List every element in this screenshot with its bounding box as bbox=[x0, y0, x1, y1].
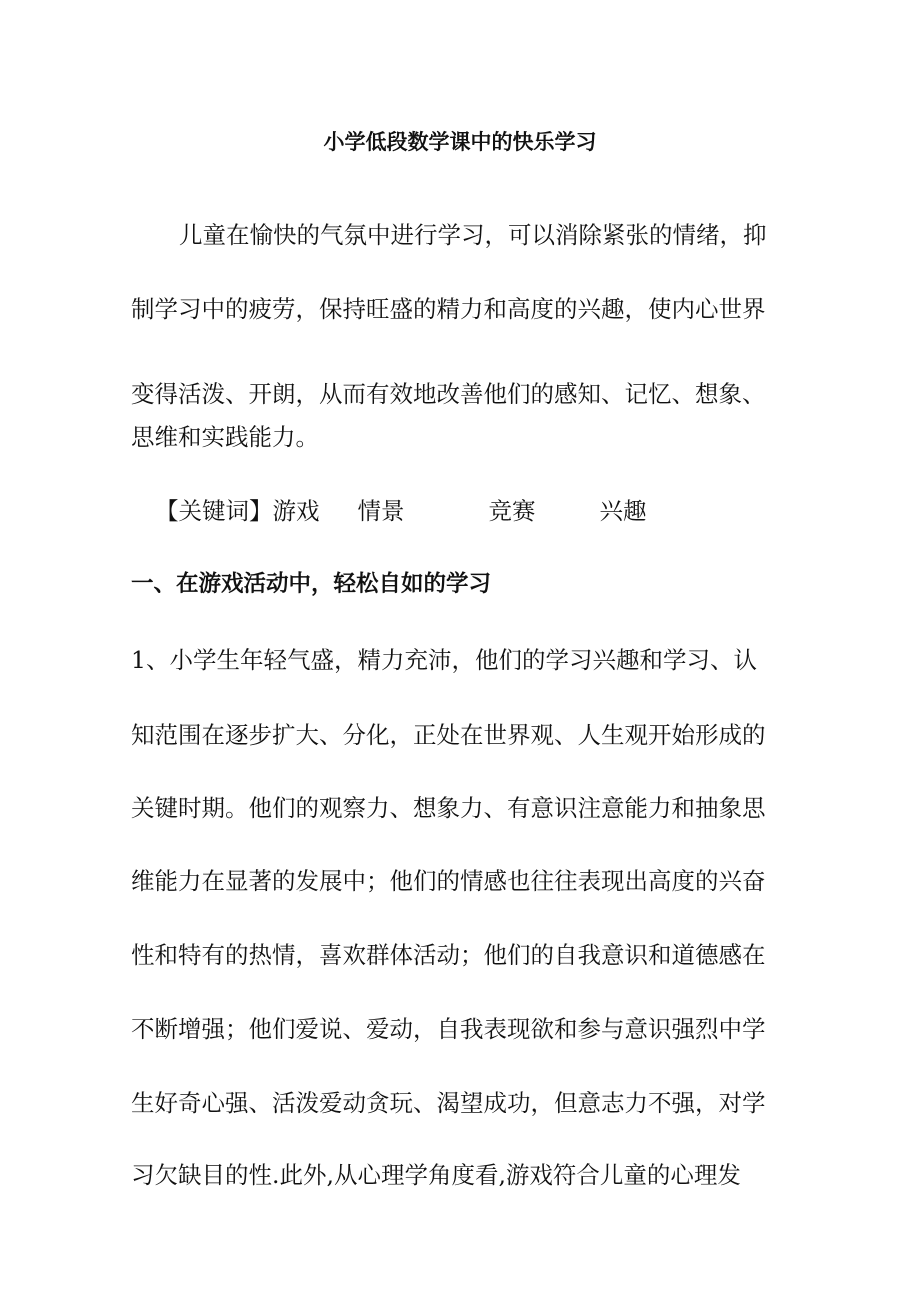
abstract-line: 变得活泼、开朗，从而有效地改善他们的感知、记忆、想象、 bbox=[131, 380, 766, 408]
body-line: 维能力在显著的发展中；他们的情感也往往表现出高度的兴奋 bbox=[131, 867, 766, 895]
keyword: 兴趣 bbox=[599, 497, 647, 525]
abstract-line: 思维和实践能力。 bbox=[131, 423, 319, 451]
section-heading: 一、在游戏活动中，轻松自如的学习 bbox=[131, 571, 492, 597]
body-line: 关键时期。他们的观察力、想象力、有意识注意能力和抽象思 bbox=[131, 794, 766, 822]
keywords-line bbox=[131, 496, 647, 526]
body-line: 生好奇心强、活泼爱动贪玩、渴望成功，但意志力不强，对学 bbox=[131, 1089, 766, 1117]
body-line: 习欠缺目的性.此外,从心理学角度看,游戏符合儿童的心理发 bbox=[131, 1161, 741, 1189]
body-line: 不断增强；他们爱说、爱动，自我表现欲和参与意识强烈中学 bbox=[131, 1015, 766, 1043]
body-line: 知范围在逐步扩大、分化，正处在世界观、人生观开始形成的 bbox=[131, 721, 766, 749]
abstract-line: 制学习中的疲劳，保持旺盛的精力和高度的兴趣，使内心世界 bbox=[131, 295, 766, 323]
keyword: 竞赛 bbox=[488, 497, 536, 525]
document-title: 小学低段数学课中的快乐学习 bbox=[323, 129, 597, 154]
keyword: 游戏 bbox=[272, 497, 320, 525]
keywords-label: 【关键词】 bbox=[155, 497, 273, 525]
keyword: 情景 bbox=[357, 497, 405, 525]
body-line: 性和特有的热情，喜欢群体活动；他们的自我意识和道德感在 bbox=[131, 941, 766, 969]
body-line: 1、小学生年轻气盛，精力充沛，他们的学习兴趣和学习、认 bbox=[131, 646, 757, 674]
abstract-line: 儿童在愉快的气氛中进行学习，可以消除紧张的情绪，抑 bbox=[179, 221, 767, 249]
